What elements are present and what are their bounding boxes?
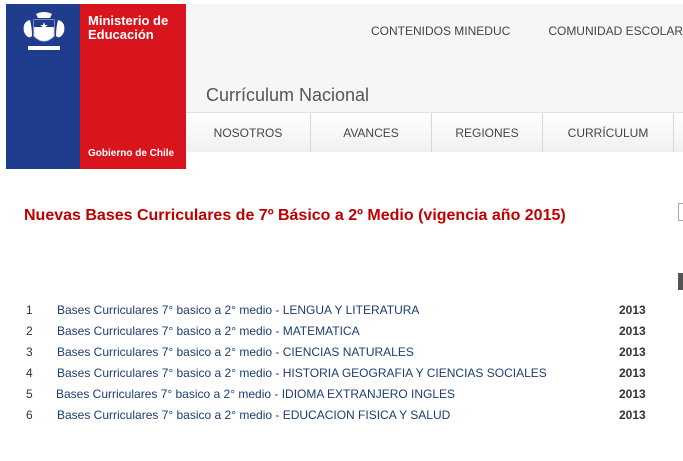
page-title: Nuevas Bases Curriculares de 7º Básico a 2º Medio (vigencia año 2015) (24, 207, 566, 224)
item-year: 2013 (619, 387, 646, 401)
top-link-comunidad[interactable]: COMUNIDAD ESCOLAR (548, 24, 683, 38)
ministry-name (88, 14, 168, 42)
nav-item-avances[interactable]: AVANCES (311, 113, 432, 152)
item-year: 2013 (619, 408, 646, 422)
item-year: 2013 (619, 345, 646, 359)
nav-item-curriculum[interactable]: CURRÍCULUM (543, 113, 674, 152)
top-links (371, 24, 683, 38)
coat-of-arms-icon (16, 10, 72, 54)
item-link[interactable]: Bases Curriculares 7° basico a 2° medio - HISTORIA GEOGRAFIA Y CIENCIAS SOCIALES (57, 366, 547, 380)
list-item (0, 366, 660, 387)
item-year: 2013 (619, 324, 646, 338)
sidebar-edge-bar (678, 273, 683, 290)
ministry-line-2: Educación (88, 27, 154, 42)
site-title[interactable]: Currículum Nacional (206, 85, 370, 105)
list-item (0, 303, 660, 324)
item-year: 2013 (619, 303, 646, 317)
item-number: 4 (26, 366, 33, 380)
main-nav (186, 112, 683, 152)
list-item (0, 408, 660, 429)
item-link[interactable]: Bases Curriculares 7° basico a 2° medio - MATEMATICA (57, 324, 360, 338)
item-number: 3 (26, 345, 33, 359)
nav-item-nosotros[interactable]: NOSOTROS (186, 113, 311, 152)
top-link-contenidos[interactable]: CONTENIDOS MINEDUC (370, 24, 511, 38)
item-number: 1 (26, 303, 33, 317)
item-link[interactable]: Bases Curriculares 7° basico a 2° medio - IDIOMA EXTRANJERO INGLES (56, 387, 456, 401)
item-year: 2013 (619, 366, 646, 380)
sidebar-edge-box (678, 203, 683, 221)
item-number: 5 (26, 387, 33, 401)
ministry-line-1: Ministerio de (88, 13, 169, 28)
government-label: Gobierno de Chile (88, 148, 175, 159)
list-item (0, 345, 660, 366)
item-link[interactable]: Bases Curriculares 7° basico a 2° medio - LENGUA Y LITERATURA (57, 303, 420, 317)
curriculum-list (0, 303, 660, 429)
item-number: 2 (26, 324, 33, 338)
logo-blue-panel (6, 4, 80, 169)
list-item (0, 387, 660, 408)
ministry-logo[interactable] (6, 4, 186, 169)
site-header (186, 4, 683, 152)
item-link[interactable]: Bases Curriculares 7° basico a 2° medio - CIENCIAS NATURALES (57, 345, 414, 359)
list-item (0, 324, 660, 345)
item-number: 6 (26, 408, 33, 422)
logo-red-panel (80, 4, 186, 169)
item-link[interactable]: Bases Curriculares 7° basico a 2° medio - EDUCACION FISICA Y SALUD (57, 408, 451, 422)
nav-item-regiones[interactable]: REGIONES (432, 113, 543, 152)
